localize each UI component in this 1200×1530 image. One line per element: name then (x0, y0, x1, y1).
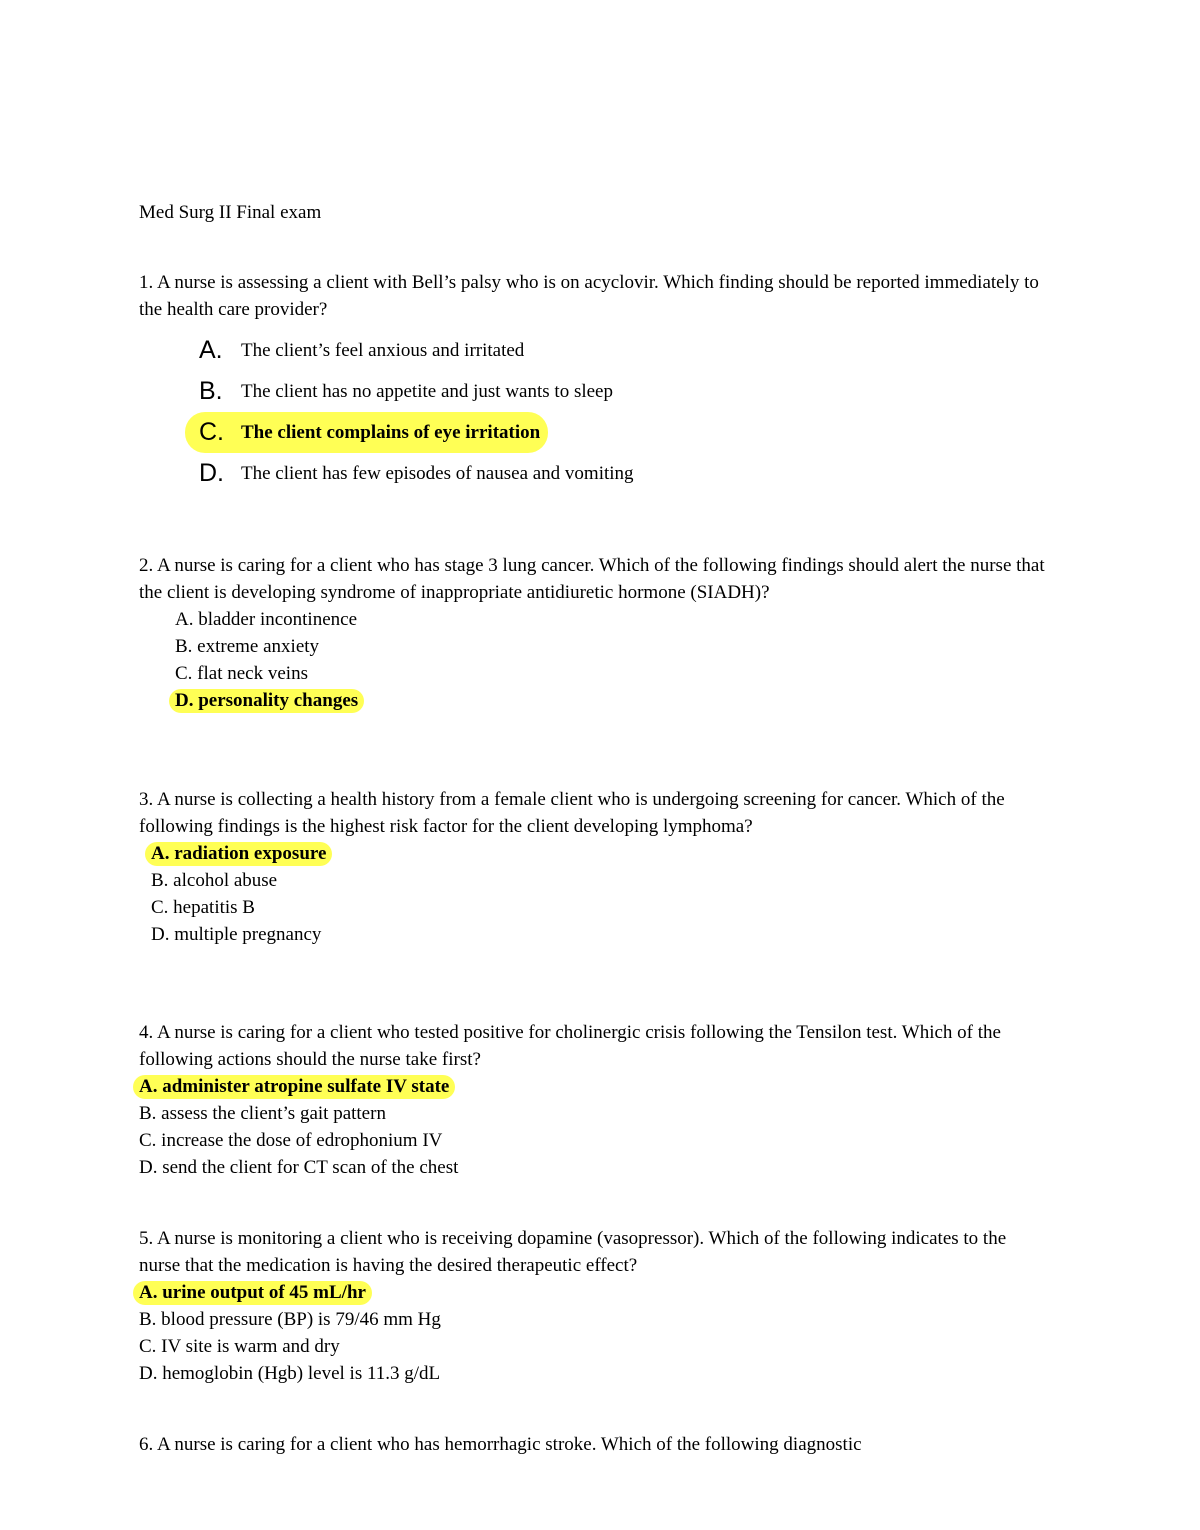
answer-highlight (185, 412, 548, 453)
option-a (199, 330, 642, 371)
option-text: The client complains of eye irritation (241, 421, 541, 443)
option-b: B. extreme anxiety (175, 636, 320, 657)
option-a-correct: A. radiation exposure (145, 842, 332, 866)
document-title: Med Surg II Final exam (139, 202, 322, 223)
question-5-options (139, 1279, 1049, 1387)
question-3-options (139, 840, 1049, 948)
option-letter: B. (199, 377, 223, 405)
question-6 (139, 1431, 1049, 1458)
option-text: The client has few episodes of nausea and vomiting (241, 462, 634, 484)
option-b: B. alcohol abuse (151, 870, 278, 891)
option-b: B. blood pressure (BP) is 79/46 mm Hg (139, 1309, 441, 1330)
question-2-options (139, 606, 1049, 714)
option-letter: A. (199, 336, 223, 364)
question-4 (139, 1019, 1049, 1181)
option-b (199, 371, 642, 412)
question-stem: 6. A nurse is caring for a client who has hemorrhagic stroke. Which of the following diagnostic (139, 1434, 862, 1455)
question-stem: 5. A nurse is monitoring a client who is receiving dopamine (vasopressor). Which of the following indicates to the nurse that the medication is having the desired therapeutic effect? (139, 1228, 1007, 1276)
option-c: C. flat neck veins (175, 663, 308, 684)
question-stem: 4. A nurse is caring for a client who tested positive for cholinergic crisis following the Tensilon test. Which of the following actions should the nurse take first? (139, 1022, 1001, 1070)
question-stem: 1. A nurse is assessing a client with Bell’s palsy who is on acyclovir. Which finding should be reported immediately to the health care provider? (139, 272, 1039, 320)
question-stem: 2. A nurse is caring for a client who has stage 3 lung cancer. Which of the following findings should alert the nurse that the client is developing syndrome of inappropriate antidiuretic hormone (SIADH)? (139, 555, 1045, 603)
option-a-correct: A. administer atropine sulfate IV state (133, 1075, 455, 1099)
option-text: The client’s feel anxious and irritated (241, 339, 525, 361)
option-letter: D. (199, 459, 224, 487)
option-d (199, 453, 642, 494)
option-c: C. increase the dose of edrophonium IV (139, 1130, 443, 1151)
option-c-correct (199, 412, 642, 453)
question-3 (139, 786, 1049, 948)
question-5 (139, 1225, 1049, 1387)
option-text: The client has no appetite and just wants to sleep (241, 380, 613, 402)
option-d: D. multiple pregnancy (151, 924, 322, 945)
option-b: B. assess the client’s gait pattern (139, 1103, 386, 1124)
question-stem: 3. A nurse is collecting a health history from a female client who is undergoing screening for cancer. Which of the following findings is the highest risk factor for the client developing lymphoma? (139, 789, 1005, 837)
option-d: D. send the client for CT scan of the chest (139, 1157, 459, 1178)
option-a-correct: A. urine output of 45 mL/hr (133, 1281, 372, 1305)
option-c: C. hepatitis B (151, 897, 255, 918)
question-1 (139, 269, 1049, 323)
option-a: A. bladder incontinence (175, 609, 358, 630)
option-d-correct: D. personality changes (169, 689, 364, 713)
question-2 (139, 552, 1049, 714)
option-d: D. hemoglobin (Hgb) level is 11.3 g/dL (139, 1363, 441, 1384)
option-c: C. IV site is warm and dry (139, 1336, 340, 1357)
option-letter: C. (199, 418, 224, 446)
question-4-options (139, 1073, 1049, 1181)
question-1-options (199, 330, 642, 494)
